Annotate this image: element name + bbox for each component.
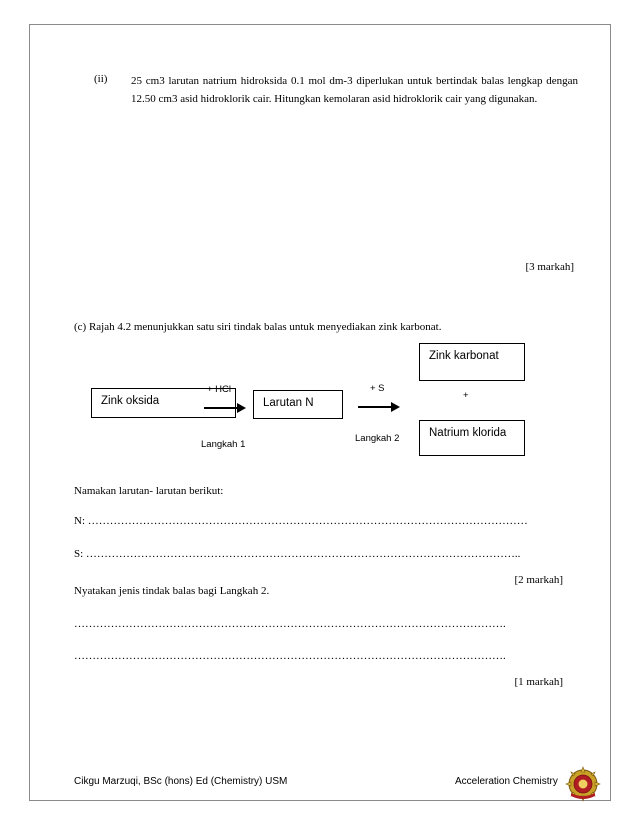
answer-line-1[interactable]: ………………………………………………………………………………………………………. bbox=[74, 618, 506, 630]
question-number: (ii) bbox=[94, 73, 108, 85]
reaction-type-instruction: Nyatakan jenis tindak balas bagi Langkah 2. bbox=[74, 585, 270, 597]
plus-sign: + bbox=[463, 390, 469, 401]
marks-label-3: [3 markah] bbox=[525, 261, 574, 273]
arrow-step-1 bbox=[204, 403, 246, 413]
box-natrium-klorida-label: Natrium klorida bbox=[429, 427, 507, 439]
step-2-label: Langkah 2 bbox=[355, 433, 400, 444]
reagent-s: + S bbox=[370, 383, 385, 394]
box-zink-karbonat-label: Zink karbonat bbox=[429, 350, 499, 362]
reagent-hcl: + HCl bbox=[207, 384, 232, 395]
naming-instruction: Namakan larutan- larutan berikut: bbox=[74, 485, 224, 497]
box-larutan-n-label: Larutan N bbox=[263, 397, 314, 409]
marks-label-1: [1 markah] bbox=[514, 676, 563, 688]
answer-line-s[interactable]: S: ……………………………………………………………………………………………………….. bbox=[74, 548, 521, 560]
answer-line-2[interactable]: ………………………………………………………………………………………………………. bbox=[74, 650, 506, 662]
marks-label-2: [2 markah] bbox=[514, 574, 563, 586]
step-1-label: Langkah 1 bbox=[201, 439, 246, 450]
footer-author: Cikgu Marzuqi, BSc (hons) Ed (Chemistry) USM bbox=[74, 776, 288, 787]
footer-title: Acceleration Chemistry bbox=[455, 776, 558, 787]
answer-line-n[interactable]: N: ………………………………………………………………………………………………………… bbox=[74, 515, 528, 527]
arrow-step-2 bbox=[358, 402, 400, 412]
part-c-intro: (c) Rajah 4.2 menunjukkan satu siri tindak balas untuk menyediakan zink karbonat. bbox=[74, 321, 442, 333]
school-crest-logo-icon bbox=[565, 766, 601, 802]
question-text: 25 cm3 larutan natrium hidroksida 0.1 mol dm-3 diperlukan untuk bertindak balas lengkap dengan 12.50 cm3 asid hidroklorik cair. Hitungkan kemolaran asid hidroklorik cair yang digunakan. bbox=[131, 75, 578, 105]
box-zink-oksida-label: Zink oksida bbox=[101, 395, 160, 407]
